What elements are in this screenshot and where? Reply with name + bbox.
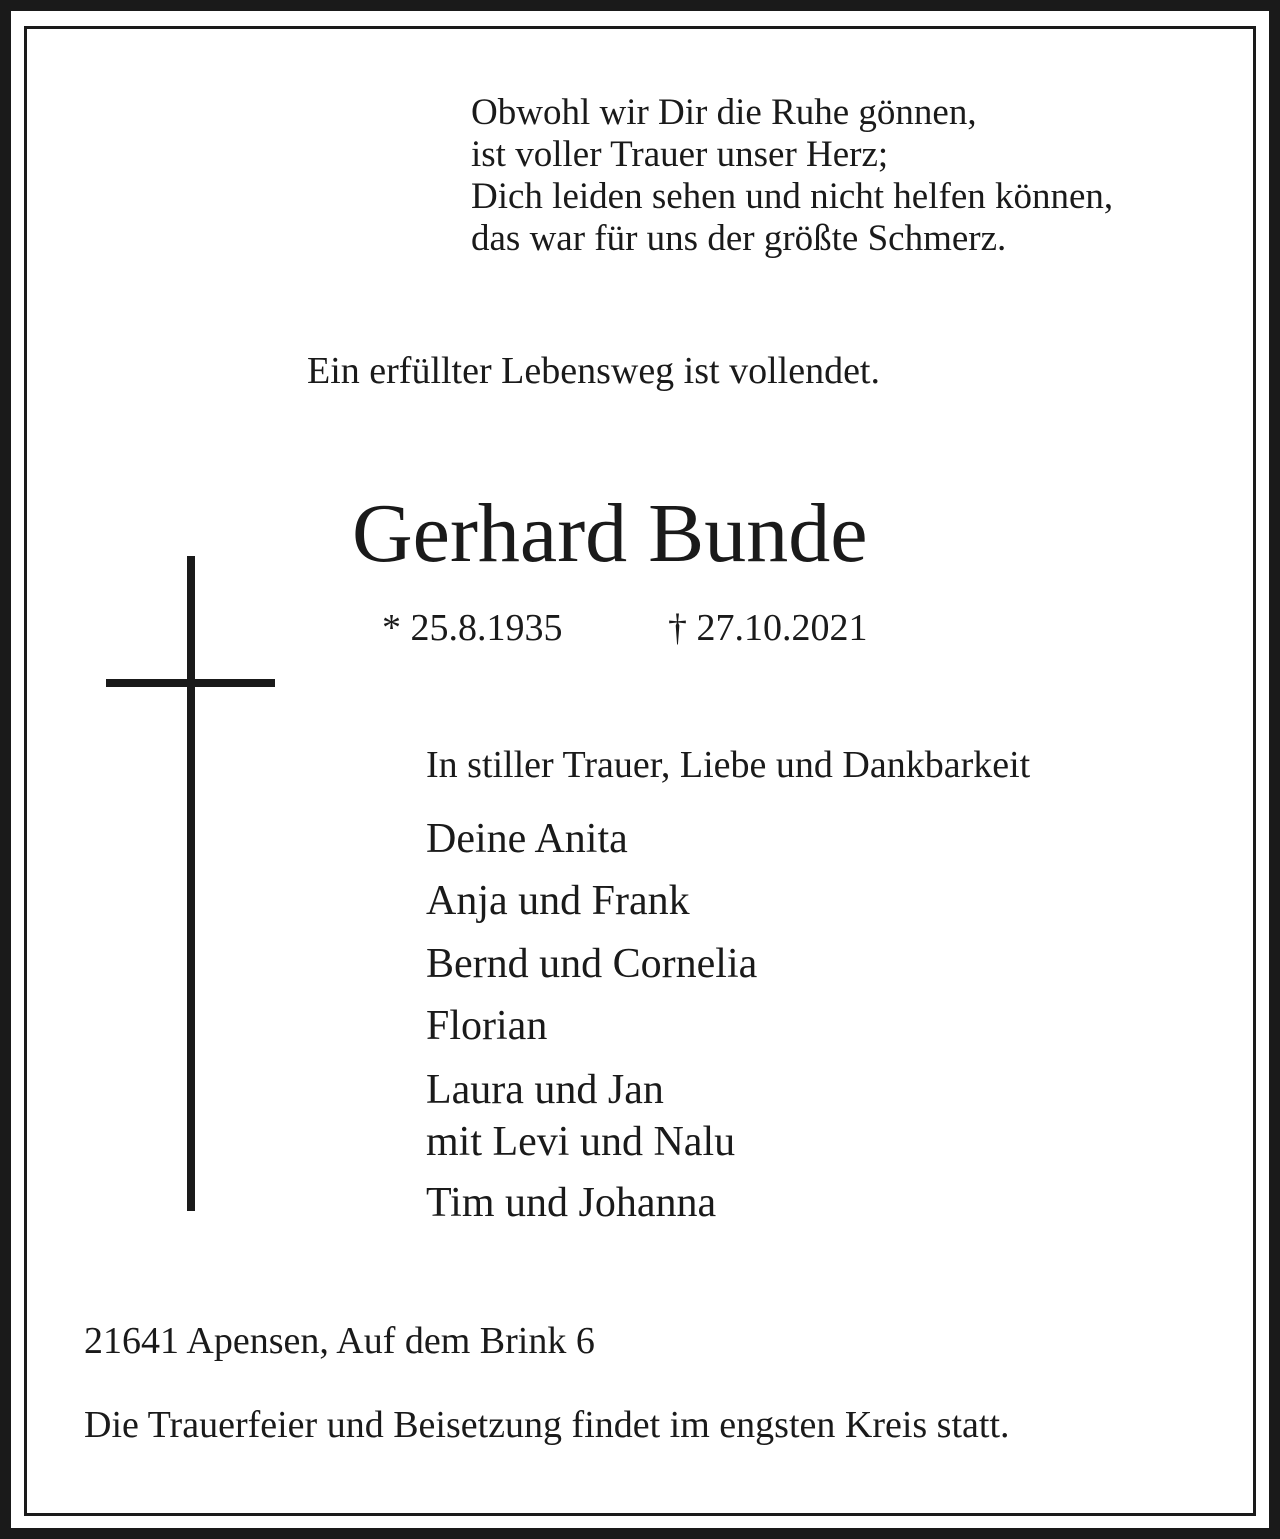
- mourning-phrase: In stiller Trauer, Liebe und Dankbarkeit: [426, 744, 1031, 786]
- death-date: † 27.10.2021: [668, 607, 868, 649]
- mourner-6: mit Levi und Nalu: [426, 1119, 736, 1165]
- mourner-7: Tim und Johanna: [426, 1180, 717, 1226]
- deceased-name: Gerhard Bunde: [352, 487, 868, 580]
- poem: [471, 92, 1113, 260]
- poem-line-3: Dich leiden sehen und nicht helfen können,: [471, 176, 1114, 217]
- address: 21641 Apensen, Auf dem Brink 6: [84, 1320, 595, 1362]
- poem-line-1: Obwohl wir Dir die Ruhe gönnen,: [471, 92, 977, 133]
- mourner-5: Laura und Jan: [426, 1067, 664, 1113]
- mourner-1: Deine Anita: [426, 816, 628, 862]
- intro-line: Ein erfüllter Lebensweg ist vollendet.: [307, 350, 880, 392]
- poem-line-2: ist voller Trauer unser Herz;: [471, 134, 889, 175]
- birth-date: * 25.8.1935: [382, 607, 563, 649]
- poem-line-4: das war für uns der größte Schmerz.: [471, 218, 1007, 259]
- mourner-2: Anja und Frank: [426, 878, 690, 924]
- latin-cross-icon: [187, 556, 195, 1211]
- ceremony-note: Die Trauerfeier und Beisetzung findet im engsten Kreis statt.: [84, 1404, 1010, 1446]
- mourner-4: Florian: [426, 1003, 548, 1049]
- latin-cross-icon-bar: [106, 679, 275, 687]
- mourner-3: Bernd und Cornelia: [426, 941, 758, 987]
